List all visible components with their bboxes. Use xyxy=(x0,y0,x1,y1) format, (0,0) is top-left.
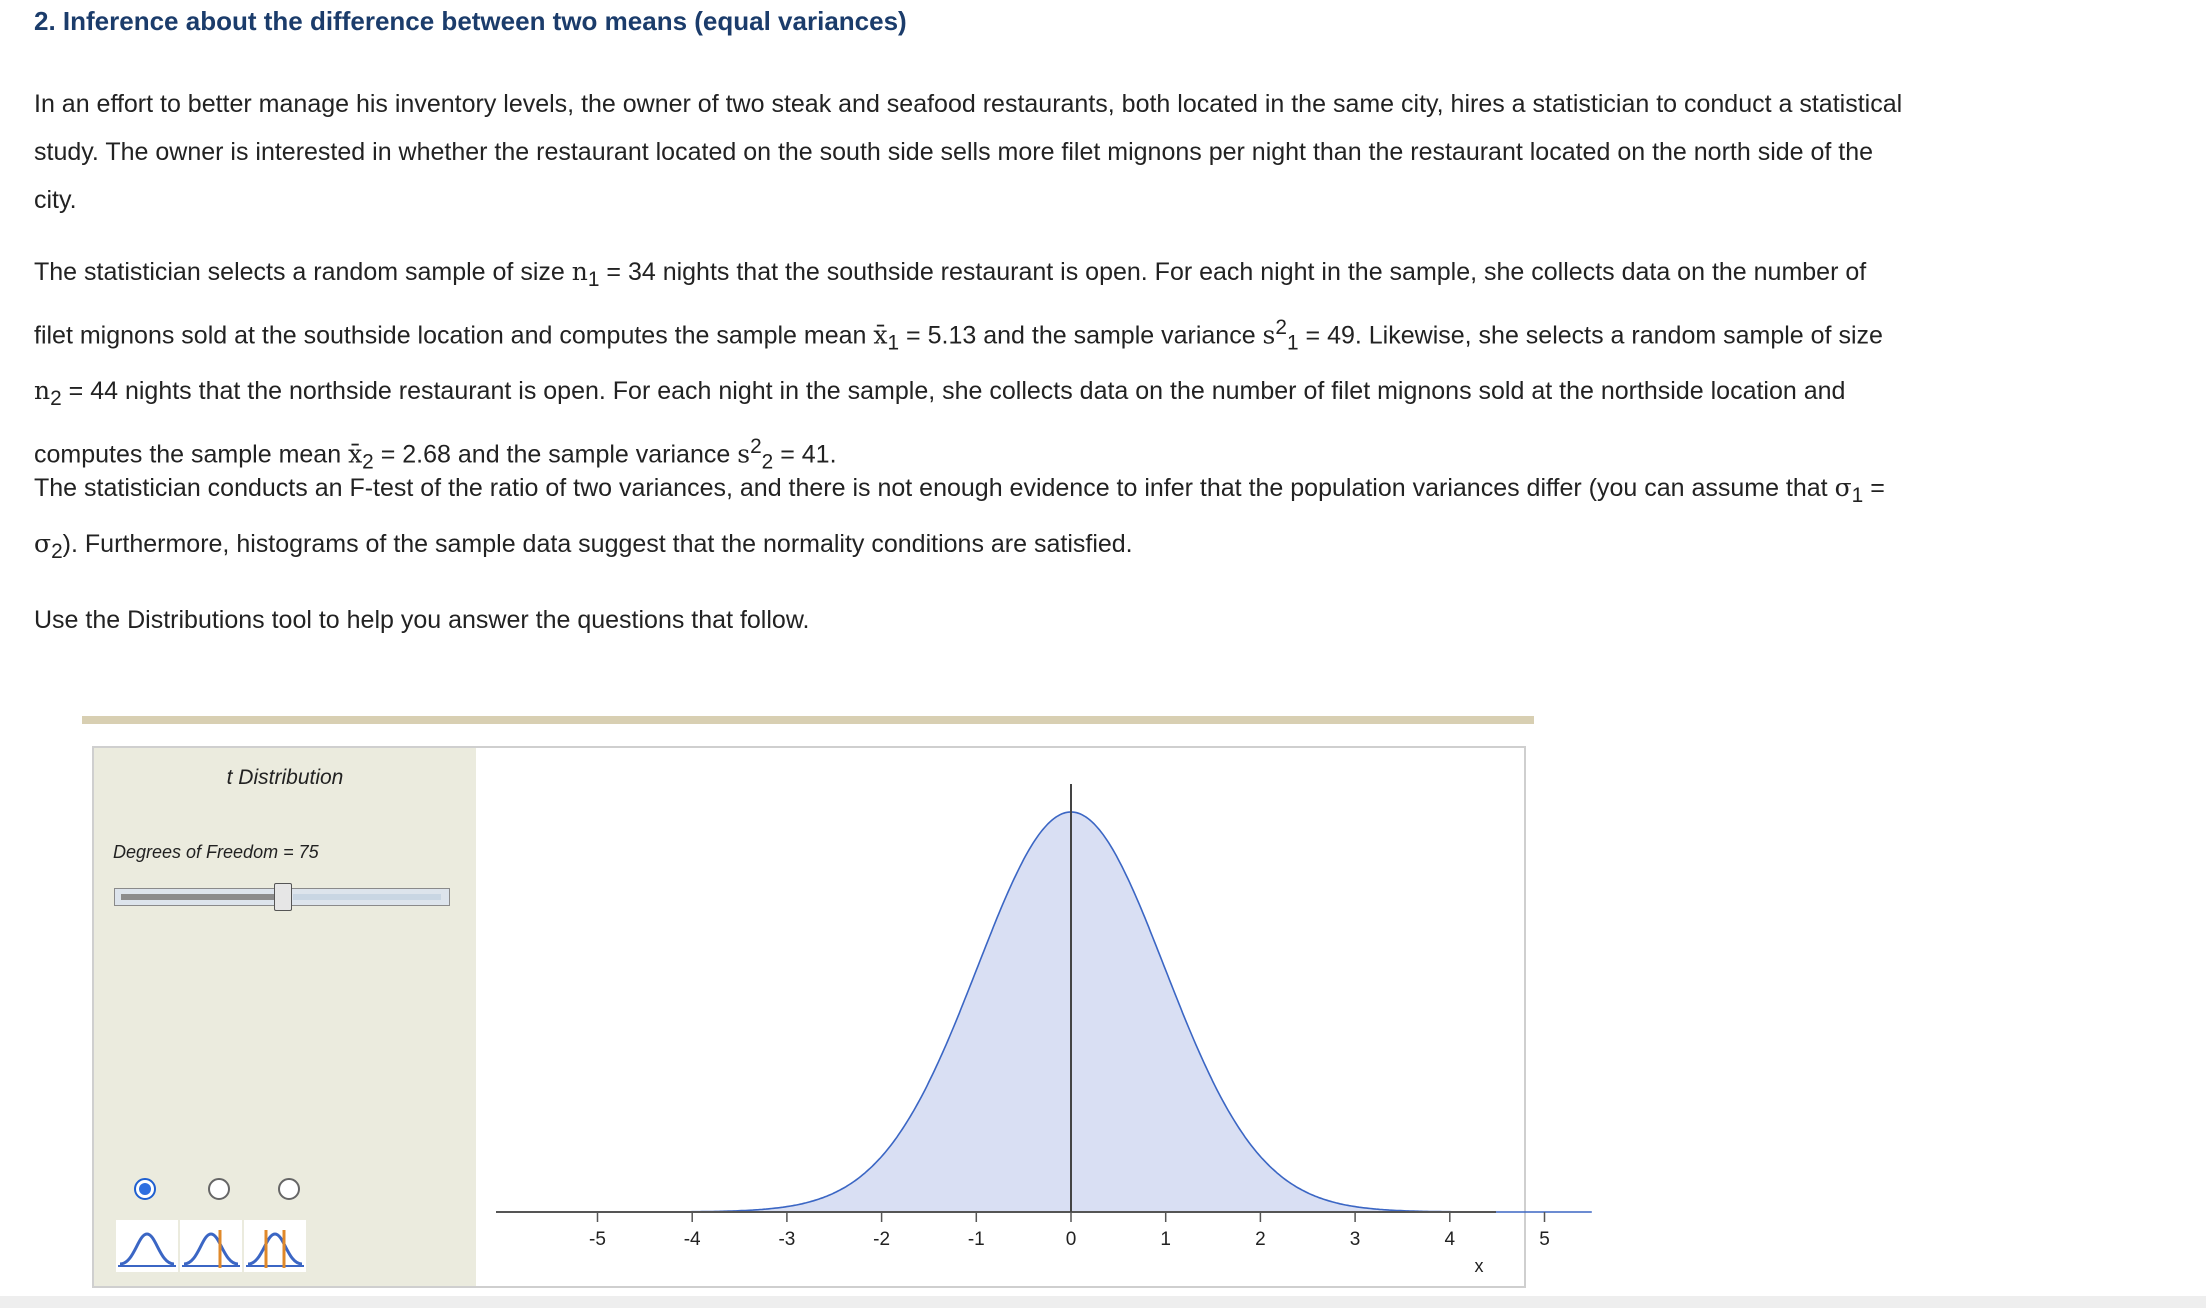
page-title: 2. Inference about the difference between two means (equal variances) xyxy=(34,6,907,36)
dof-label: Degrees of Freedom = 75 xyxy=(113,842,319,862)
curve-icon[interactable] xyxy=(116,1220,178,1272)
x-tick-label: 1 xyxy=(1160,1229,1171,1250)
problem-instruction: Use the Distributions tool to help you answer the questions that follow. xyxy=(34,606,810,634)
one-tail-icon[interactable] xyxy=(180,1220,242,1272)
x-tick-label: -5 xyxy=(589,1229,606,1250)
slider-track xyxy=(293,894,441,900)
x-tick-label: -1 xyxy=(967,1229,985,1250)
x-axis-label: x xyxy=(1474,1256,1484,1276)
t-distribution-chart xyxy=(476,748,1550,1286)
control-panel xyxy=(94,748,476,1286)
slider-thumb[interactable] xyxy=(274,883,292,911)
two-tail-icon[interactable] xyxy=(244,1220,306,1272)
mode-radio-curve[interactable] xyxy=(134,1178,156,1200)
distribution-title: t Distribution xyxy=(226,766,344,789)
x-tick-label: 0 xyxy=(1065,1229,1077,1250)
x-tick-label: -2 xyxy=(873,1229,891,1250)
dof-slider[interactable] xyxy=(114,888,450,906)
distributions-tool xyxy=(92,746,1550,1288)
x-tick-label: 4 xyxy=(1444,1229,1456,1250)
x-tick-label: 5 xyxy=(1539,1229,1550,1250)
problem-assumptions: The statistician conducts an F-test of the ratio of two variances, and there is not enough evidence to infer that the population variances differ (you can assume that $\sigma_1 = \sigma_2$). Furthermore, histograms of the sample data suggest that the normality conditions are satisfied. xyxy=(34,473,1885,563)
x-tick-label: -3 xyxy=(778,1229,796,1250)
bottom-bar xyxy=(0,1296,2206,1308)
slider-fill xyxy=(121,894,279,900)
x-tick-label: -4 xyxy=(683,1229,701,1250)
x-tick-label: 3 xyxy=(1349,1229,1361,1250)
mode-radio-one-tail[interactable] xyxy=(208,1178,230,1200)
problem-sample-info: The statistician selects a random sample of size $n_1 = 34$ nights that the southside restaurant is open. For each night in the sample, she collects data on the number of filet mignons sold at the southside location and computes the sample mean $x̄_1 = 5.13$ and the sample variance $s^2_1 = 49$. Likewise, she selects a random sample of size $n_2 = 44$ nights that the northside restaurant is open. For each night in the sample, she collects data on the number of filet mignons sold at the northside location and computes the sample mean $x̄_2 = 2.68$ and the sample variance $s^2_2 = 41$. xyxy=(34,257,1883,474)
x-tick-label: 2 xyxy=(1255,1229,1266,1250)
mode-radio-two-tail[interactable] xyxy=(278,1178,300,1200)
tool-top-rule xyxy=(82,716,1534,724)
problem-intro: In an effort to better manage his inventory levels, the owner of two steak and seafood restaurants, both located in the same city, hires a statistician to conduct a statistical study. The owner is interested in whether the restaurant located on the south side sells more filet mignons per night than the restaurant located on the north side of the city. xyxy=(34,90,1903,214)
